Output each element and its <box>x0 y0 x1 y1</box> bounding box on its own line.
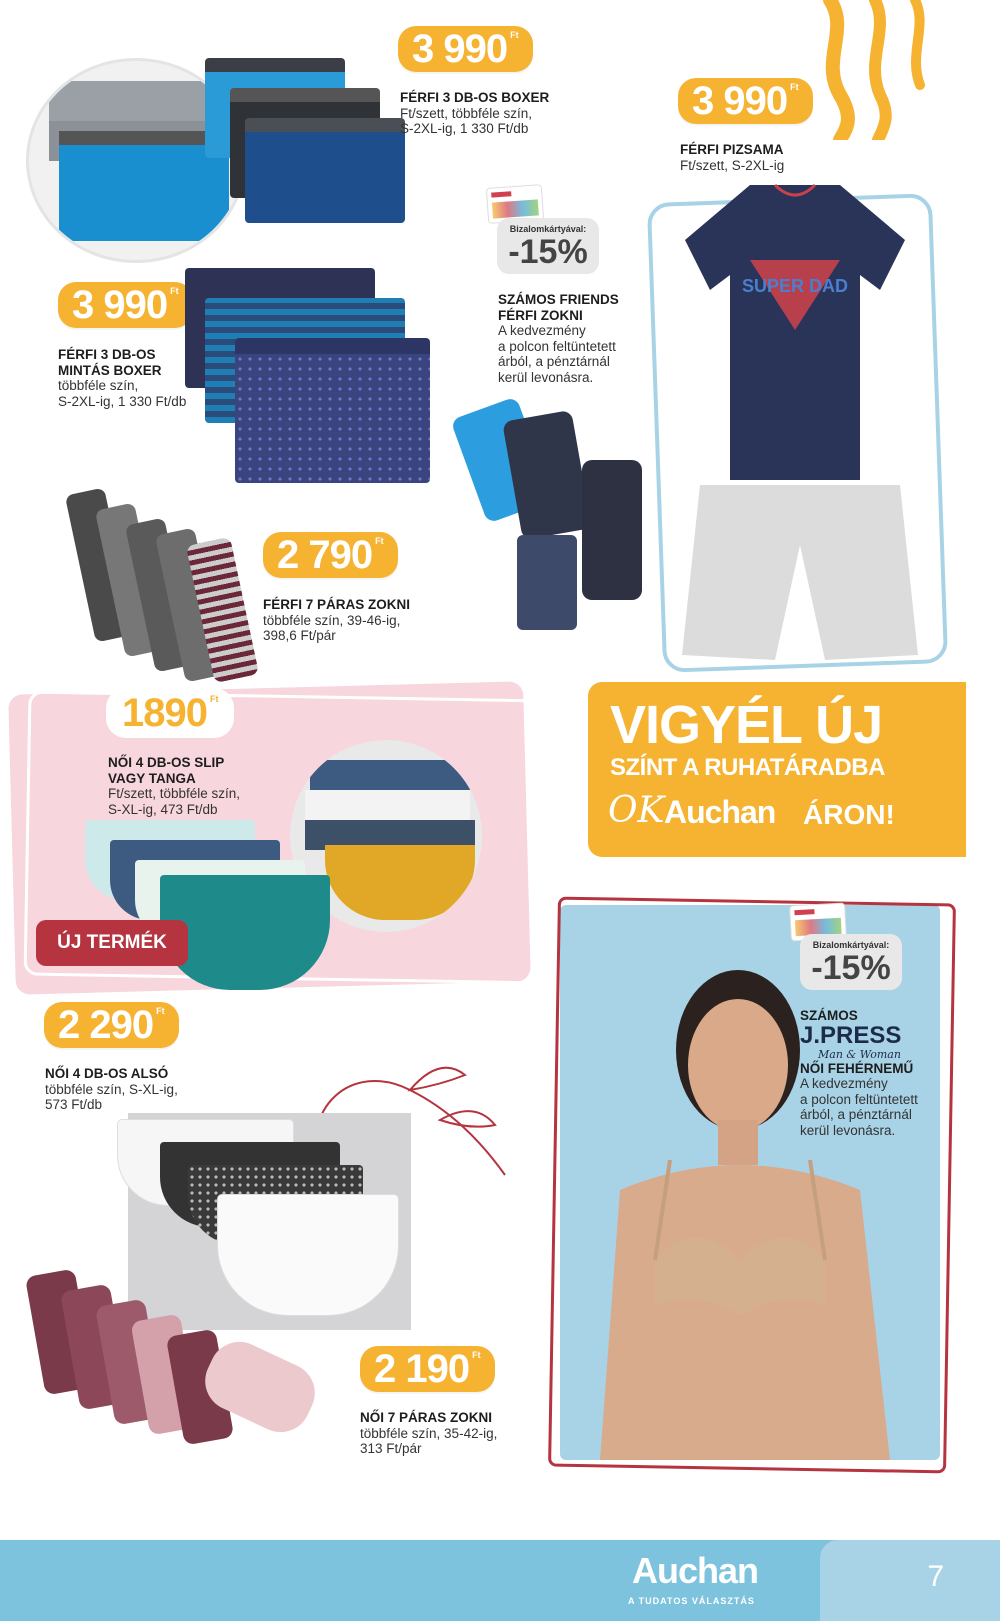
pizsama-text <box>680 142 784 173</box>
noi-zokni-image <box>35 1272 335 1472</box>
promo-brand: Auchan <box>664 794 776 830</box>
ferfi-zokni-price: 2 790 <box>277 533 373 577</box>
noi-zokni-desc-2: 313 Ft/pár <box>360 1441 422 1456</box>
mintas-boxer-desc-2: S-2XL-ig, 1 330 Ft/db <box>58 393 187 409</box>
slip-price-tag <box>108 690 232 736</box>
also-title: NŐI 4 DB-OS ALSÓ <box>45 1066 169 1081</box>
jpress-desc-2: a polcon feltüntetett <box>800 1091 918 1107</box>
currency-label: Ft <box>375 536 384 546</box>
also-text <box>45 1066 178 1113</box>
pizsama-desc-1: Ft/szett, S-2XL-ig <box>680 157 785 173</box>
friends-zokni-title-1: SZÁMOS FRIENDS <box>498 292 619 307</box>
page-number: 7 <box>927 1560 944 1593</box>
slip-desc-2: S-XL-ig, 473 Ft/db <box>108 801 218 817</box>
decorative-waves <box>820 0 940 140</box>
new-product-badge <box>36 920 188 966</box>
also-price-tag <box>44 1002 179 1048</box>
promo-box <box>588 682 966 857</box>
mintas-boxer-desc-1: többféle szín, <box>58 378 139 393</box>
footer-tagline: A TUDATOS VÁLASZTÁS <box>628 1596 755 1606</box>
jpress-discount-badge <box>800 934 902 990</box>
footer-brand: Auchan <box>632 1550 759 1591</box>
mintas-boxer-title-2: MINTÁS BOXER <box>58 362 162 378</box>
ferfi-zokni-desc-2: 398,6 Ft/pár <box>263 628 336 643</box>
boxer-desc-2: S-2XL-ig, 1 330 Ft/db <box>400 121 529 136</box>
mintas-boxer-title-1: FÉRFI 3 DB-OS <box>58 347 156 362</box>
page-number-box <box>820 1540 1000 1621</box>
jpress-brand-sub: Man & Woman <box>818 1047 901 1061</box>
pizsama-title: FÉRFI PIZSAMA <box>680 142 784 157</box>
also-desc-1: többféle szín, S-XL-ig, <box>45 1081 178 1097</box>
promo-ok: OK <box>608 790 665 831</box>
friends-zokni-image <box>462 385 652 635</box>
jpress-text <box>800 1008 918 1138</box>
ferfi-zokni-desc-1: többféle szín, 39-46-ig, <box>263 612 401 628</box>
mintas-boxer-price: 3 990 <box>72 283 168 327</box>
noi-zokni-price-tag <box>360 1346 495 1392</box>
slip-text <box>108 755 240 817</box>
ferfi-zokni-text <box>263 597 410 644</box>
pizsama-price-tag <box>678 78 813 124</box>
promo-line-2: SZÍNT A RUHATÁRADBA <box>610 754 885 781</box>
jpress-desc-4: kerül levonásra. <box>800 1122 896 1138</box>
slip-title-2: VAGY TANGA <box>108 770 196 786</box>
jpress-desc-1: A kedvezmény <box>800 1076 888 1091</box>
footer <box>0 1540 1000 1621</box>
friends-zokni-title-2: FÉRFI ZOKNI <box>498 307 583 323</box>
slip-image <box>85 820 335 995</box>
ferfi-zokni-image <box>80 490 275 690</box>
mintas-boxer-text <box>58 347 186 409</box>
discount-label: Bizalomkártyával: <box>812 940 890 950</box>
also-desc-2: 573 Ft/db <box>45 1097 103 1112</box>
friends-discount-badge <box>497 218 599 274</box>
tshirt-print: SUPER DAD <box>741 276 849 296</box>
noi-zokni-text <box>360 1410 497 1457</box>
boxer-text <box>400 90 549 137</box>
boxer-product-image <box>205 58 405 223</box>
friends-zokni-desc-4: kerül levonásra. <box>498 369 594 385</box>
mintas-boxer-price-tag <box>58 282 193 328</box>
discount-value: -15% <box>508 233 588 271</box>
slip-title-1: NŐI 4 DB-OS SLIP <box>108 755 225 770</box>
boxer-title: FÉRFI 3 DB-OS BOXER <box>400 90 550 105</box>
currency-label: Ft <box>790 82 799 92</box>
currency-label: Ft <box>170 286 179 296</box>
pizsama-price: 3 990 <box>692 79 788 123</box>
promo-line-1: VIGYÉL ÚJ <box>610 695 883 755</box>
boxer-price: 3 990 <box>412 27 508 71</box>
currency-label: Ft <box>156 1006 165 1016</box>
jpress-brand: J.PRESS <box>800 1021 902 1049</box>
noi-zokni-desc-1: többféle szín, 35-42-ig, <box>360 1425 498 1441</box>
new-product-label: ÚJ TERMÉK <box>57 932 167 953</box>
promo-line-3: ÁRON! <box>803 799 895 830</box>
currency-label: Ft <box>510 30 519 40</box>
discount-label: Bizalomkártyával: <box>509 224 587 234</box>
boxer-desc-1: Ft/szett, többféle szín, <box>400 105 533 121</box>
friends-zokni-text <box>498 292 619 385</box>
friends-zokni-desc-1: A kedvezmény <box>498 323 586 338</box>
jpress-title: NŐI FEHÉRNEMŰ <box>800 1060 914 1076</box>
discount-value: -15% <box>811 949 891 987</box>
ferfi-zokni-title: FÉRFI 7 PÁRAS ZOKNI <box>263 597 411 612</box>
currency-label: Ft <box>209 694 219 704</box>
currency-label: Ft <box>472 1350 481 1360</box>
mintas-boxer-image <box>185 268 435 488</box>
friends-zokni-desc-2: a polcon feltüntetett <box>498 338 616 354</box>
noi-zokni-title: NŐI 7 PÁRAS ZOKNI <box>360 1410 493 1425</box>
slip-desc-1: Ft/szett, többféle szín, <box>108 786 241 801</box>
friends-zokni-desc-3: árból, a pénztárnál <box>498 354 610 369</box>
noi-zokni-price: 2 190 <box>374 1347 470 1391</box>
pizsama-shirt-image <box>680 180 910 480</box>
pizsama-shorts-image <box>680 485 920 665</box>
slip-price: 1890 <box>122 691 207 735</box>
jpress-title-pre: SZÁMOS <box>800 1008 858 1023</box>
jpress-desc-3: árból, a pénztárnál <box>800 1107 912 1122</box>
ferfi-zokni-price-tag <box>263 532 398 578</box>
also-price: 2 290 <box>58 1003 154 1047</box>
boxer-price-tag <box>398 26 533 72</box>
